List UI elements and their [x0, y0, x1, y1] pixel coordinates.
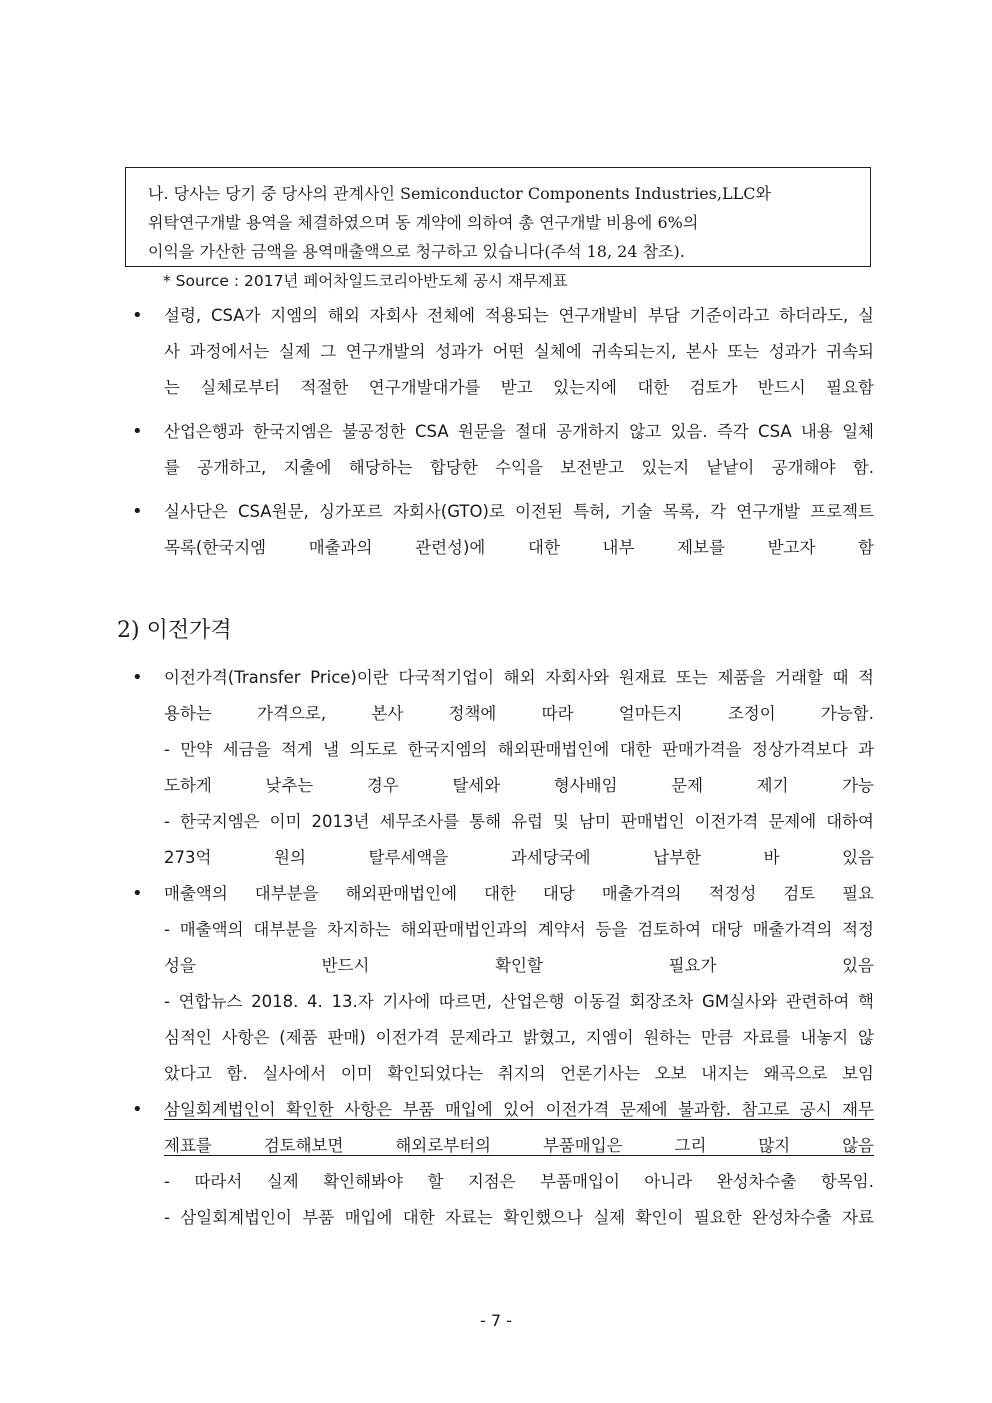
section-heading: 2) 이전가격 [117, 618, 232, 643]
bullet-dot-icon: • [132, 421, 143, 442]
bullet-item [132, 494, 874, 566]
bullet-subline: - 삼일회계법인이 부품 매입에 대한 자료는 확인했으나 실제 확인이 필요한 완성차수출 자료 [164, 1208, 874, 1227]
source-note: * Source : 2017년 페어차일드코리아반도체 공시 재무제표 [163, 272, 568, 290]
bullet-line: 매출액의 대부분을 해외판매법인에 대한 대당 매출가격의 적정성 검토 필요 [164, 884, 874, 903]
bullet-line: 용하는 가격으로, 본사 정책에 따라 얼마든지 조정이 가능함. [164, 704, 874, 723]
bullet-item [132, 414, 874, 486]
bullet-subline: - 한국지엠은 이미 2013년 세무조사를 통해 유럽 및 남미 판매법인 이전가격 문제에 대하여 [164, 812, 874, 831]
bullet-item [132, 876, 874, 1092]
bullet-dot-icon: • [132, 305, 143, 326]
box-line: 위탁연구개발 용역을 체결하였으며 동 계약에 의하여 총 연구개발 비용에 6%의 [148, 213, 699, 232]
bullet-subline: 도하게 낮추는 경우 탈세와 형사배임 문제 제기 가능 [164, 776, 874, 795]
bullet-line: 목록(한국지엠 매출과의 관련성)에 대한 내부 제보를 받고자 함 [164, 538, 874, 557]
bullet-dot-icon: • [132, 883, 143, 904]
bullet-dot-icon: • [132, 501, 143, 522]
bullet-line: 실사단은 CSA원문, 싱가포르 자회사(GTO)로 이전된 특허, 기술 목록, 각 연구개발 프로젝트 [164, 502, 874, 521]
bullet-subline: - 연합뉴스 2018. 4. 13.자 기사에 따르면, 산업은행 이동걸 회장조차 GM실사와 관련하여 핵 [164, 992, 874, 1011]
bullet-subline: 심적인 사항은 (제품 판매) 이전가격 문제라고 밝혔고, 지엠이 원하는 만큼 자료를 내놓지 않 [164, 1028, 874, 1047]
bullet-line: 사 과정에서는 실제 그 연구개발의 성과가 어떤 실체에 귀속되는지, 본사 또는 성과가 귀속되 [164, 342, 874, 361]
bullet-line: 는 실체로부터 적절한 연구개발대가를 받고 있는지에 대한 검토가 반드시 필요함 [164, 378, 874, 397]
bullet-subline: - 만약 세금을 적게 낼 의도로 한국지엠의 해외판매법인에 대한 판매가격을 정상가격보다 과 [164, 740, 874, 759]
bullet-line: 산업은행과 한국지엠은 불공정한 CSA 원문을 절대 공개하지 않고 있음. 즉각 CSA 내용 일체 [164, 422, 874, 441]
bullet-line: 설령, CSA가 지엠의 해외 자회사 전체에 적용되는 연구개발비 부담 기준이라고 하더라도, 실 [164, 306, 874, 325]
bullet-item [132, 298, 874, 406]
box-line: 나. 당사는 당기 중 당사의 관계사인 Semiconductor Components Industries,LLC와 [148, 184, 771, 203]
bullet-item [132, 1092, 874, 1236]
bullet-line-underlined: 삼일회계법인이 확인한 사항은 부품 매입에 있어 이전가격 문제에 불과함. 참고로 공시 재무 [164, 1100, 874, 1119]
bullet-item [132, 660, 874, 876]
box-line: 이익을 가산한 금액을 용역매출액으로 청구하고 있습니다(주석 18, 24 참조). [148, 242, 685, 261]
bullet-subline: - 매출액의 대부분을 차지하는 해외판매법인과의 계약서 등을 검토하여 대당 매출가격의 적정 [164, 920, 874, 939]
bullet-line-underlined [164, 1128, 874, 1164]
underlined-text: 제표를 검토해보면 해외로부터의 부품매입은 그리 많지 않음 [164, 1136, 874, 1155]
bullet-line: 이전가격(Transfer Price)이란 다국적기업이 해외 자회사와 원재료 또는 제품을 거래할 때 적 [164, 668, 874, 687]
bullet-subline: - 따라서 실제 확인해봐야 할 지점은 부품매입이 아니라 완성차수출 항목임. [164, 1172, 874, 1191]
bullet-subline: 성을 반드시 확인할 필요가 있음 [164, 956, 874, 975]
bullet-subline: 았다고 함. 실사에서 이미 확인되었다는 취지의 언론기사는 오보 내지는 왜곡으로 보임 [164, 1064, 874, 1083]
bullet-dot-icon: • [132, 1099, 143, 1120]
bullet-subline: 273억 원의 탈루세액을 과세당국에 납부한 바 있음 [164, 848, 874, 867]
bullet-dot-icon: • [132, 667, 143, 688]
page-number: - 7 - [480, 1311, 512, 1330]
quoted-disclosure-box [125, 167, 871, 267]
bullet-line: 를 공개하고, 지출에 해당하는 합당한 수익을 보전받고 있는지 낱낱이 공개해야 함. [164, 458, 874, 477]
